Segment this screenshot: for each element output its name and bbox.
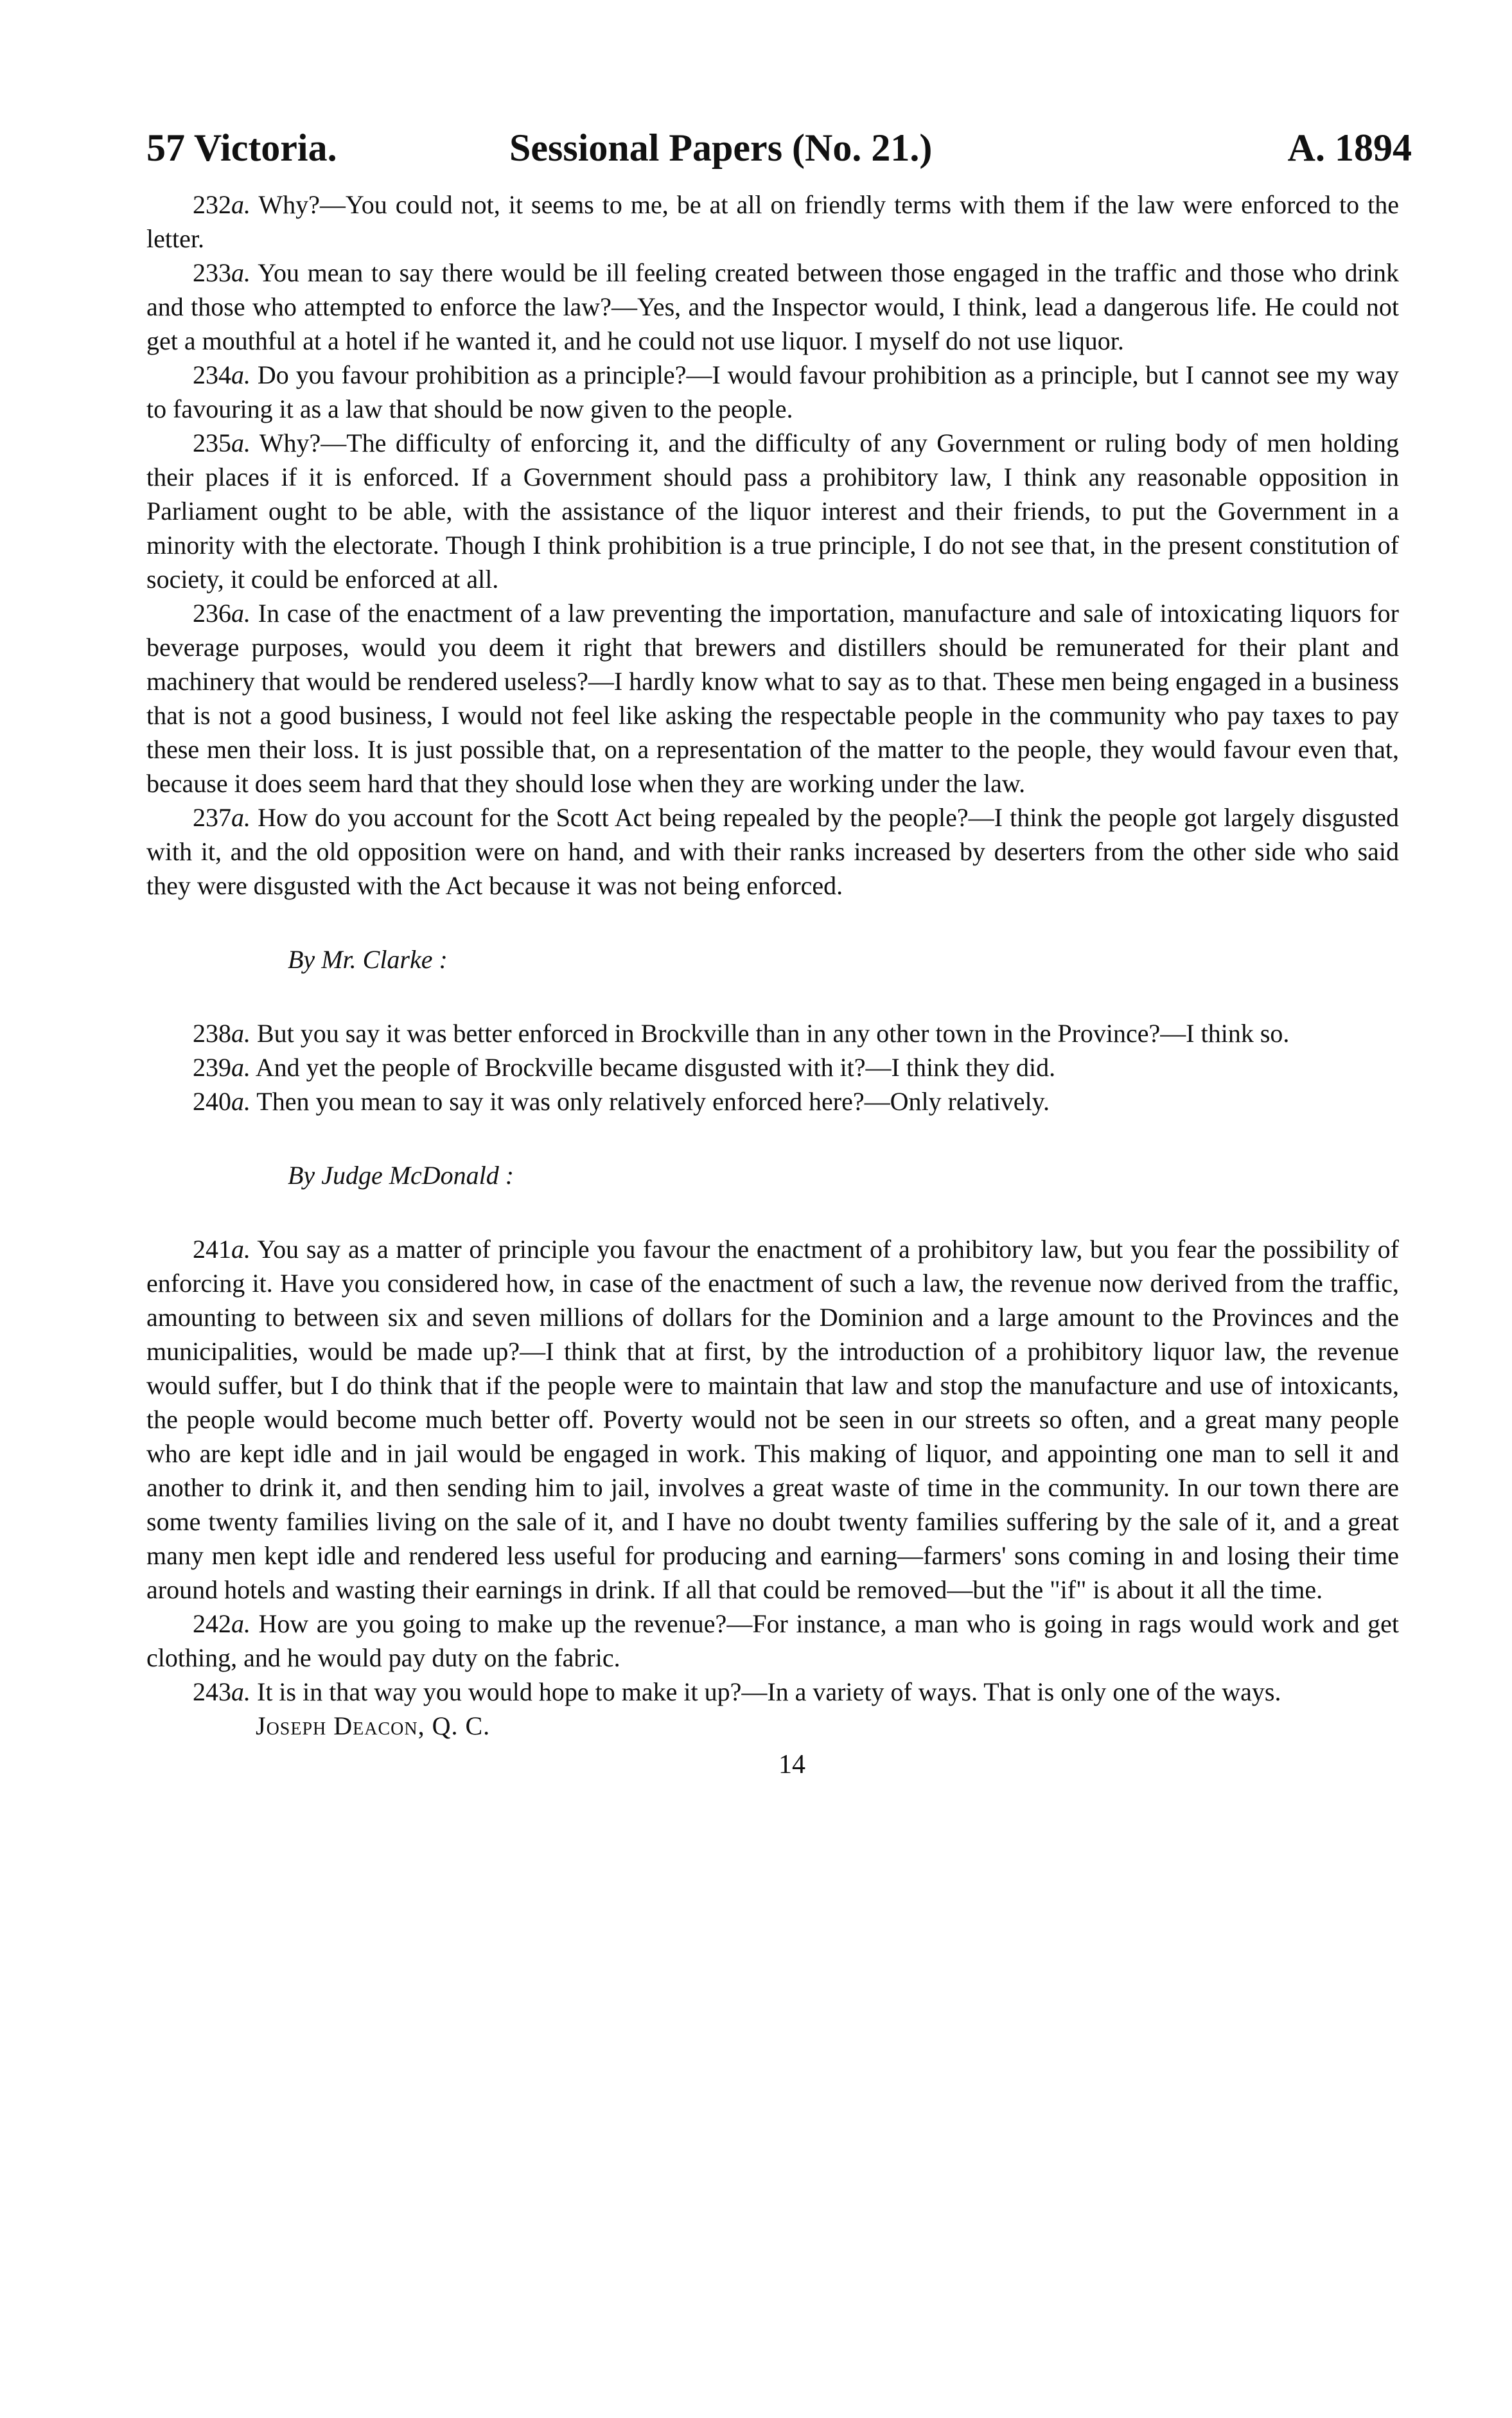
question-233a xyxy=(146,256,1399,358)
question-number: 243a. xyxy=(193,1677,251,1706)
page-number: 14 xyxy=(778,1750,805,1779)
section-heading-mcdonald: By Judge McDonald : xyxy=(288,1161,514,1190)
question-text: It is in that way you would hope to make it up?—In a variety of ways. That is only one of the ways. xyxy=(257,1677,1281,1706)
header-left: 57 Victoria. xyxy=(146,127,337,169)
question-text: You say as a matter of principle you favour the enactment of a prohibitory law, but you fear the possibility of enforcing it. Have you considered how, in case of the enactment of such a law, the revenue now derived from the traffic, amounting to between six and seven millions of dollars for the Dominion and a large amount to the Provinces and the municipalities, would be made up?—I think that at first, by the introduction of a prohibitory liquor law, the revenue would suffer, but I do think that if the people were to maintain that law and stop the manufacture and use of intoxicants, the people would become much better off. Poverty would not be seen in our streets so often, and a great many people who are kept idle and in jail would be engaged in work. This making of liquor, and appointing one man to sell it and another to drink it, and then sending him to jail, involves a great waste of time in the community. In our town there are some twenty families living on the sale of it, and I have no doubt twenty families suffering by the sale of it, and a great many men kept idle and rendered less useful for producing and earning—farmers' sons coming in and losing their time around hotels and wasting their earnings in drink. If all that could be removed—but the "if" is about it all the time. xyxy=(146,1235,1399,1604)
question-number: 238a. xyxy=(193,1019,251,1048)
question-232a xyxy=(146,188,1399,256)
question-number: 239a. xyxy=(193,1053,251,1082)
question-235a xyxy=(146,426,1399,596)
question-text: In case of the enactment of a law preventing the importation, manufacture and sale of intoxicating liquors for beverage purposes, would you deem it right that brewers and distillers should be remunerated for their plant and machinery that would be rendered useless?—I hardly know what to say as to that. These men being engaged in a business that is not a good business, I would not feel like asking the respectable people in the community who pay taxes to pay these men their loss. It is just possible that, on a representation of the matter to the people, they would favour even that, because it does seem hard that they should lose when they are working under the law. xyxy=(146,599,1399,798)
question-text: And yet the people of Brockville became disgusted with it?—I think they did. xyxy=(255,1053,1056,1082)
section-heading-clarke: By Mr. Clarke : xyxy=(288,945,448,974)
question-number: 232a. xyxy=(193,190,251,219)
question-number: 236a. xyxy=(193,599,251,628)
question-text: Why?—You could not, it seems to me, be at all on friendly terms with them if the law were enforced to the letter. xyxy=(146,190,1400,253)
question-text: Why?—The difficulty of enforcing it, and the difficulty of any Government or ruling body of men holding their places if it is enforced. If a Government should pass a prohibitory law, I think any reasonable opposition in Parliament ought to be able, with the assistance of the liquor interest and their friends, to put the Government in a minority with the electorate. Though I think prohibition is a true principle, I do not see that, in the present constitution of society, it could be enforced at all. xyxy=(146,428,1400,594)
question-text: But you say it was better enforced in Brockville than in any other town in the Province?—I think so. xyxy=(257,1019,1290,1048)
question-241a xyxy=(146,1232,1399,1607)
question-236a xyxy=(146,596,1399,800)
question-number: 235a. xyxy=(193,428,251,457)
header-center: Sessional Papers (No. 21.) xyxy=(509,127,933,169)
question-243a xyxy=(146,1675,1399,1709)
document-body xyxy=(146,188,1399,1782)
question-240a xyxy=(146,1084,1399,1118)
question-text: How are you going to make up the revenue?—For instance, a man who is going in rags would work and get clothing, and he would pay duty on the fabric. xyxy=(146,1609,1400,1672)
page-header xyxy=(146,122,1412,173)
question-text: How do you account for the Scott Act being repealed by the people?—I think the people got largely disgusted with it, and the old opposition were on hand, and with their ranks increased by deserters from the other side who said they were disgusted with the Act because it was not being enforced. xyxy=(146,803,1400,900)
question-text: Do you favour prohibition as a principle?—I would favour prohibition as a principle, but I cannot see my way to favouring it as a law that should be now given to the people. xyxy=(146,360,1400,423)
witness-signature: Joseph Deacon, Q. C. xyxy=(256,1711,491,1740)
header-right: A. 1894 xyxy=(1287,127,1412,169)
question-number: 234a. xyxy=(193,360,251,389)
question-number: 241a. xyxy=(193,1235,251,1264)
question-number: 242a. xyxy=(193,1609,251,1638)
question-number: 240a. xyxy=(193,1087,251,1116)
document-page xyxy=(146,122,1412,1782)
question-242a xyxy=(146,1607,1399,1675)
question-text: Then you mean to say it was only relatively enforced here?—Only relatively. xyxy=(256,1087,1050,1116)
question-239a xyxy=(146,1050,1399,1084)
question-238a xyxy=(146,1016,1399,1050)
question-234a xyxy=(146,358,1399,426)
question-237a xyxy=(146,800,1399,903)
question-number: 233a. xyxy=(193,258,251,287)
question-text: You mean to say there would be ill feeling created between those engaged in the traffic and those who drink and those who attempted to enforce the law?—Yes, and the Inspector would, I think, lead a dangerous life. He could not get a mouthful at a hotel if he wanted it, and he could not use liquor. I myself do not use liquor. xyxy=(146,258,1399,355)
question-number: 237a. xyxy=(193,803,251,832)
